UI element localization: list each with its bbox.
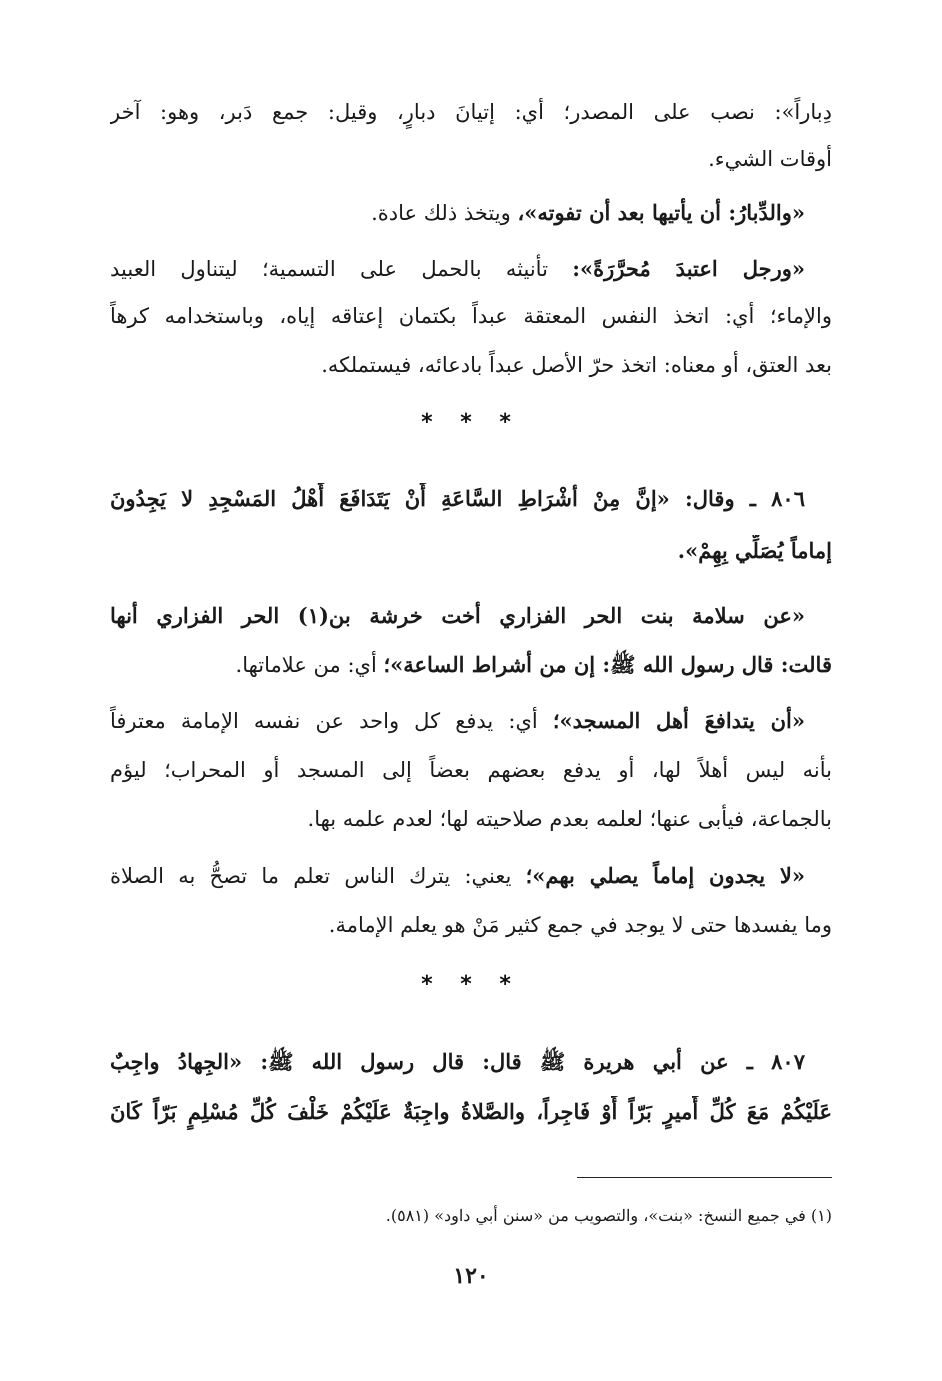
footnote-rule [577,1177,832,1178]
text-line-5: والإماء؛ أي: اتخذ النفس المعتقة عبداً بكتمان إعتاقه إياه، وباستخدامه كرهاً [110,304,832,328]
text-line-2: أوقات الشيء. [708,147,832,171]
text-line-15: وما يفسدها حتى لا يوجد في جمع كثير مَنْ هو يعلم الإمامة. [328,913,832,937]
hadith-807-line-1: ٨٠٧ ـ عن أبي هريرة ﷺ قال: قال رسول الله ﷺ: «الجِهادُ واجِبٌ [110,1049,805,1074]
section-separator-2: * * * [421,972,521,997]
page-number: ١٢٠ [453,1263,489,1289]
text-line-10: قالت: قال رسول الله ﷺ: إن من أشراط الساعة»؛ أي: من علاماتها. [235,652,832,677]
text-line-14: «لا يجدون إماماً يصلي بهم»؛ يعني: يترك الناس تعلم ما تصحُّ به الصلاة [110,863,805,888]
text-line-11: «أن يتدافعَ أهل المسجد»؛ أي: يدفع كل واحد عن نفسه الإمامة معترفاً [110,708,805,733]
hadith-806-line-1: ٨٠٦ ـ وقال: «إنَّ مِنْ أشْرَاطِ السَّاعَةِ أَنْ يَتَدَافَعَ أَهْلُ المَسْجِدِ لا يَجِدُونَ [110,486,805,511]
footnote: (١) في جميع النسخ: «بنت»، والتصويب من «سنن أبي داود» (٥٨١). [385,1206,832,1225]
text-line-4: «ورجل اعتبدَ مُحرَّرَةً»: تأنيثه بالحمل على التسمية؛ ليتناول العبيد [110,256,805,281]
hadith-806-line-2: إماماً يُصَلِّي بِهِمْ». [677,538,832,563]
text-line-6: بعد العتق، أو معناه: اتخذ حرّ الأصل عبداً بادعائه، فيستملكه. [321,353,832,377]
text-line-9: «عن سلامة بنت الحر الفزاري أخت خرشة بن(١) الحر الفزاري أنها [110,603,805,628]
hadith-807-line-2: عَلَيْكُمْ مَعَ كُلِّ أَميرٍ بَرّاً أَوْ فَاجِراً، والصَّلاةُ واجِبَةٌ عَلَيْكُمْ خَلْفَ كُلِّ مُسْلِمٍ بَرّاً كَانَ [110,1099,832,1124]
section-separator-1: * * * [421,410,521,435]
text-line-13: بالجماعة، فيأبى عنها؛ لعلمه بعدم صلاحيته لها؛ لعدم علمه بها. [307,807,832,831]
text-line-1: دِباراً»: نصب على المصدر؛ أي: إتيانَ دبارٍ، وقيل: جمع دَبر، وهو: آخر [110,100,832,124]
text-line-12: بأنه ليس أهلاً لها، أو يدفع بعضهم بعضاً إلى المسجد أو المحراب؛ ليؤم [110,758,832,782]
text-line-3: «والدِّبارُ: أن يأتيها بعد أن تفوته»، ويتخذ ذلك عادة. [371,200,805,225]
